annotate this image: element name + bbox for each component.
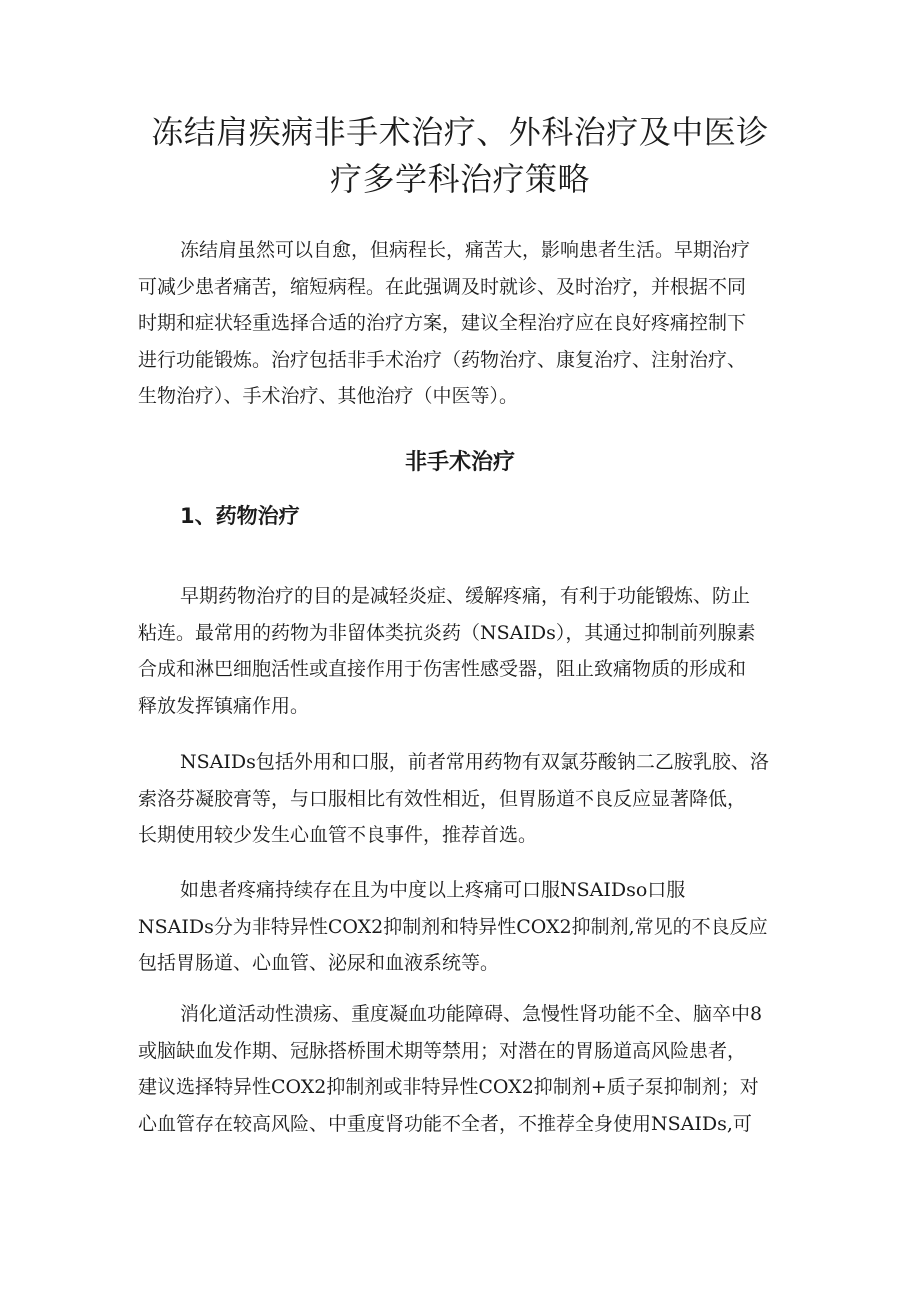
paragraph-nsaids-types (138, 744, 788, 854)
paragraph-line: 建议选择特异性COX2抑制剂或非特异性COX2抑制剂+质子泵抑制剂；对 (138, 1076, 759, 1098)
paragraph-oral-nsaids (138, 872, 788, 982)
paragraph-line: 释放发挥镇痛作用。 (138, 694, 310, 717)
intro-line: 生物治疗）、手术治疗、其他治疗（中医等）。 (138, 385, 519, 407)
intro-line: 进行功能锻炼。治疗包括非手术治疗（药物治疗、康复治疗、注射治疗、 (138, 348, 747, 371)
paragraph-contraindications (138, 996, 788, 1142)
intro-line: 冻结肩虽然可以自愈，但病程长，痛苦大，影响患者生活。早期治疗 (180, 239, 751, 261)
intro-line: 可减少患者痛苦，缩短病程。在此强调及时就诊、及时治疗，并根据不同 (138, 275, 747, 298)
sub-heading-drug-therapy: 1、药物治疗 (180, 504, 300, 528)
paragraph-line: 心血管存在较高风险、中重度肾功能不全者，不推荐全身使用NSAIDs,可 (138, 1112, 752, 1135)
intro-paragraph (138, 232, 788, 415)
paragraph-line: 或脑缺血发作期、冠脉搭桥围术期等禁用；对潜在的胃肠道高风险患者， (138, 1039, 747, 1062)
paragraph-line: 早期药物治疗的目的是减轻炎症、缓解疼痛，有利于功能锻炼、防止 (180, 585, 751, 607)
paragraph-line: 粘连。最常用的药物为非留体类抗炎药（NSAIDs），其通过抑制前列腺素 (138, 621, 756, 644)
paragraph-line: 包括胃肠道、心血管、泌尿和血液系统等。 (138, 952, 500, 974)
paragraph-line: NSAIDs包括外用和口服，前者常用药物有双氯芬酸钠二乙胺乳胶、洛 (180, 751, 769, 773)
paragraph-drug-purpose (138, 578, 788, 724)
paragraph-line: 索洛芬凝胶膏等，与口服相比有效性相近，但胃肠道不良反应显著降低， (138, 787, 747, 810)
intro-line: 时期和症状轻重选择合适的治疗方案，建议全程治疗应在良好疼痛控制下 (138, 312, 747, 334)
paragraph-line: 长期使用较少发生心血管不良事件，推荐首选。 (138, 824, 538, 846)
paragraph-line: 合成和淋巴细胞活性或直接作用于伤害性感受器，阻止致痛物质的形成和 (138, 658, 747, 680)
paragraph-line: 如患者疼痛持续存在且为中度以上疼痛可口服NSAIDso口服 (180, 879, 686, 901)
paragraph-line: NSAIDs分为非特异性COX2抑制剂和特异性COX2抑制剂,常见的不良反应 (138, 915, 768, 938)
section-heading-non-surgical: 非手术治疗 (404, 450, 515, 475)
paragraph-line: 消化道活动性溃疡、重度凝血功能障碍、急慢性肾功能不全、脑卒中8 (180, 1003, 763, 1025)
document-title-line-1: 冻结肩疾病非手术治疗、外科治疗及中医诊 (151, 113, 769, 151)
document-title-line-2: 疗多学科治疗策略 (329, 160, 590, 198)
